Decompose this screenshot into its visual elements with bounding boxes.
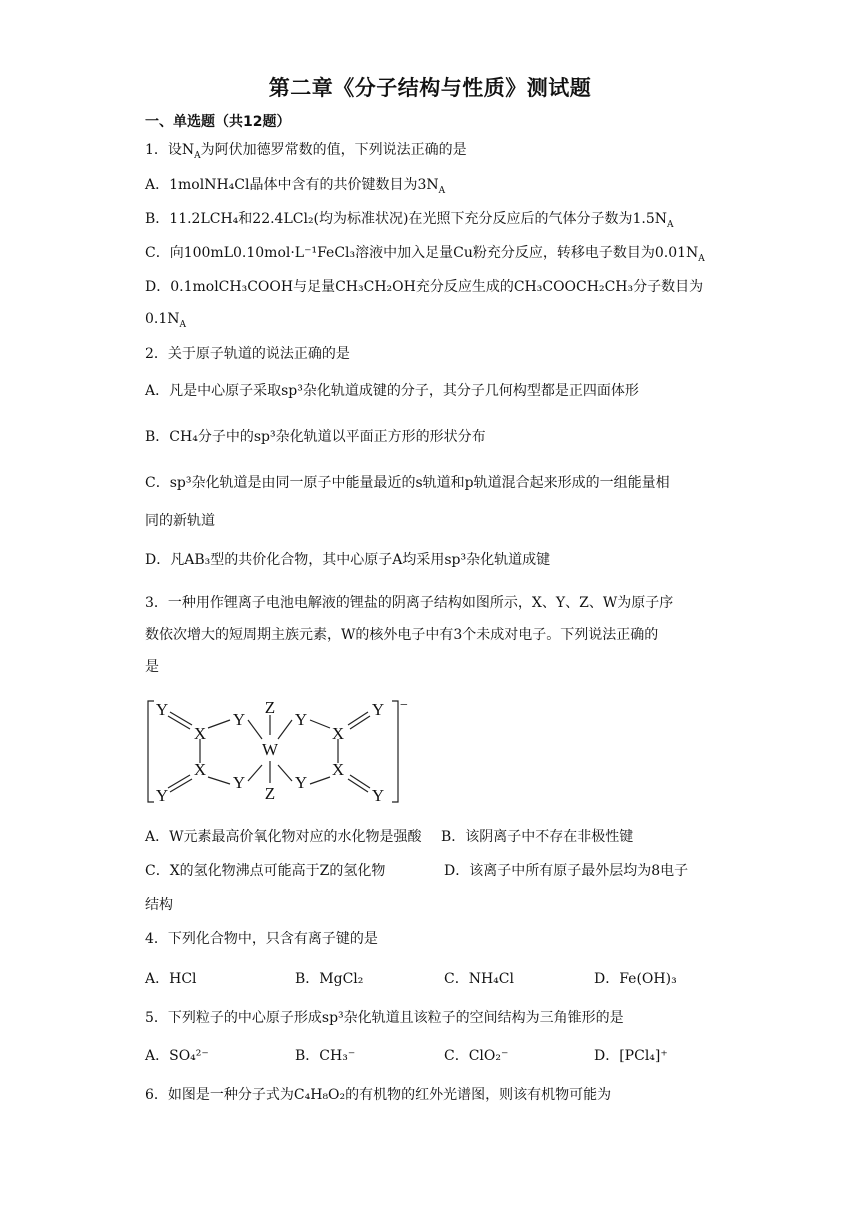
- atom-x-lower-left: X: [193, 760, 207, 779]
- q2-stem: 2．关于原子轨道的说法正确的是: [145, 346, 350, 362]
- q3-option-a: A．W元素最高价氧化物对应的水化物是强酸: [145, 829, 422, 845]
- atom-y-bottom-right: Y: [371, 786, 385, 805]
- q1-stem-b: 为阿伏加德罗常数的值，下列说法正确的是: [200, 142, 467, 158]
- atom-y-mid-lower-right: Y: [294, 773, 308, 792]
- q3-stem-line1: 3．一种用作锂离子电池电解液的锂盐的阴离子结构如图所示，X、Y、Z、W为原子序: [145, 595, 674, 611]
- q5-option-c: C．ClO₂⁻: [444, 1048, 509, 1064]
- q1-stem: [145, 140, 467, 166]
- q2-option-b: B．CH₄分子中的sp³杂化轨道以平面正方形的形状分布: [145, 429, 486, 445]
- q3-option-b: B．该阴离子中不存在非极性键: [441, 829, 634, 845]
- q1-d-text: D．0.1molCH₃COOH与足量CH₃CH₂OH充分反应生成的CH₃COOCH₂CH₃分子数目为: [145, 279, 704, 295]
- atom-x-upper-left: X: [193, 724, 207, 743]
- atom-w-center: W: [261, 740, 279, 759]
- q1-option-b: [145, 209, 674, 235]
- q2-option-c-cont: 同的新轨道: [145, 513, 215, 529]
- q1-d2-sub: A: [179, 319, 187, 330]
- q1-option-a: [145, 175, 445, 201]
- atom-z-top: Z: [264, 698, 276, 717]
- atom-y-top-left: Y: [155, 700, 169, 719]
- atom-x-upper-right: X: [331, 724, 345, 743]
- q4-option-b: B．MgCl₂: [295, 971, 364, 987]
- q4-option-a: A．HCl: [145, 971, 197, 987]
- q1-a-sub: A: [438, 185, 446, 196]
- q1-c-text: C．向100mL0.10mol·L⁻¹FeCl₃溶液中加入足量Cu粉充分反应，转移电子数目为0.01N: [145, 245, 699, 261]
- q1-b-text: B．11.2LCH₄和22.4LCl₂(均为标准状况)在光照下充分反应后的气体分子数为1.5N: [145, 211, 667, 227]
- q2-option-d: D．凡AB₃型的共价化合物，其中心原子A均采用sp³杂化轨道成键: [145, 552, 551, 568]
- q1-a-text: A．1molNH₄Cl晶体中含有的共价键数目为3N: [145, 177, 439, 193]
- atom-x-lower-right: X: [331, 760, 345, 779]
- q2-option-a: A．凡是中心原子采取sp³杂化轨道成键的分子，其分子几何构型都是正四面体形: [145, 383, 639, 399]
- atom-y-mid-upper-left: Y: [232, 710, 246, 729]
- q6-stem: 6．如图是一种分子式为C₄H₈O₂的有机物的红外光谱图，则该有机物可能为: [145, 1087, 612, 1103]
- q5-option-d: D．[PCl₄]⁺: [594, 1048, 668, 1064]
- anion-structure-diagram: [140, 695, 410, 810]
- page-title: 第二章《分子结构与性质》测试题: [268, 76, 592, 100]
- atom-z-bottom: Z: [264, 784, 276, 803]
- q1-stem-sub: A: [194, 150, 201, 161]
- q5-option-a: A．SO₄²⁻: [145, 1048, 209, 1064]
- q1-option-d-cont: [145, 309, 186, 335]
- q3-option-d-cont: 结构: [145, 897, 173, 913]
- q1-option-d: [145, 277, 703, 297]
- q1-c-sub: A: [698, 253, 705, 264]
- q1-option-c: [145, 243, 705, 269]
- q4-option-d: D．Fe(OH)₃: [594, 971, 677, 987]
- q3-option-c: C．X的氢化物沸点可能高于Z的氢化物: [145, 863, 386, 879]
- q2-option-c: C．sp³杂化轨道是由同一原子中能量最近的s轨道和p轨道混合起来形成的一组能量相: [145, 475, 670, 491]
- q1-d2-text: 0.1N: [145, 311, 180, 327]
- atom-y-mid-lower-left: Y: [232, 773, 246, 792]
- atom-y-bottom-left: Y: [155, 786, 169, 805]
- q1-stem-a: 1．设N: [145, 142, 195, 158]
- q3-stem-line3: 是: [145, 659, 159, 675]
- q3-option-d: D．该离子中所有原子最外层均为8电子: [444, 863, 689, 879]
- q1-b-sub: A: [667, 219, 674, 230]
- q3-stem-line2: 数依次增大的短周期主族元素，W的核外电子中有3个未成对电子。下列说法正确的: [145, 627, 659, 643]
- q4-option-c: C．NH₄Cl: [444, 971, 514, 987]
- q5-option-b: B．CH₃⁻: [295, 1048, 356, 1064]
- q4-stem: 4．下列化合物中，只含有离子键的是: [145, 931, 378, 947]
- section-heading: 一、单选题（共12题）: [145, 114, 291, 130]
- left-bracket: [148, 701, 154, 802]
- atom-y-top-right: Y: [371, 700, 385, 719]
- right-bracket: [392, 701, 398, 802]
- q5-stem: 5．下列粒子的中心原子形成sp³杂化轨道且该粒子的空间结构为三角锥形的是: [145, 1010, 624, 1026]
- atom-y-mid-upper-right: Y: [294, 710, 308, 729]
- charge-sign: −: [400, 698, 408, 713]
